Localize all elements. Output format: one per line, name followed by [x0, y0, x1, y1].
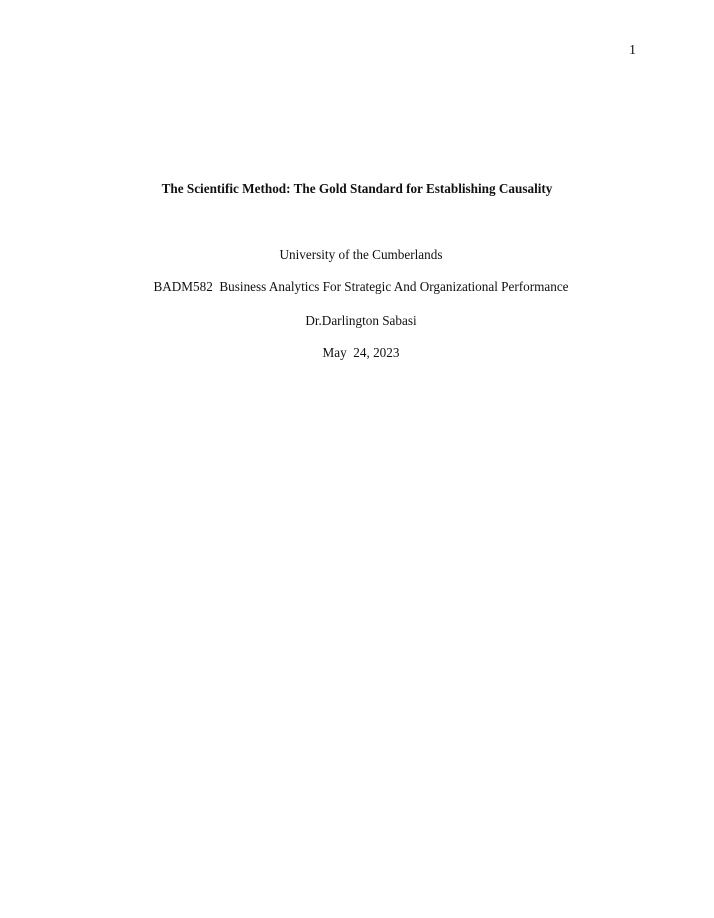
page-number: 1 [629, 43, 636, 58]
submission-date: May 24, 2023 [322, 345, 400, 360]
course-name: BADM582 Business Analytics For Strategic And Organizational Performance [153, 279, 569, 294]
institution-name: University of the Cumberlands [279, 247, 443, 262]
paper-title: The Scientific Method: The Gold Standard for Establishing Causality [161, 181, 553, 196]
instructor-name: Dr.Darlington Sabasi [305, 313, 417, 328]
